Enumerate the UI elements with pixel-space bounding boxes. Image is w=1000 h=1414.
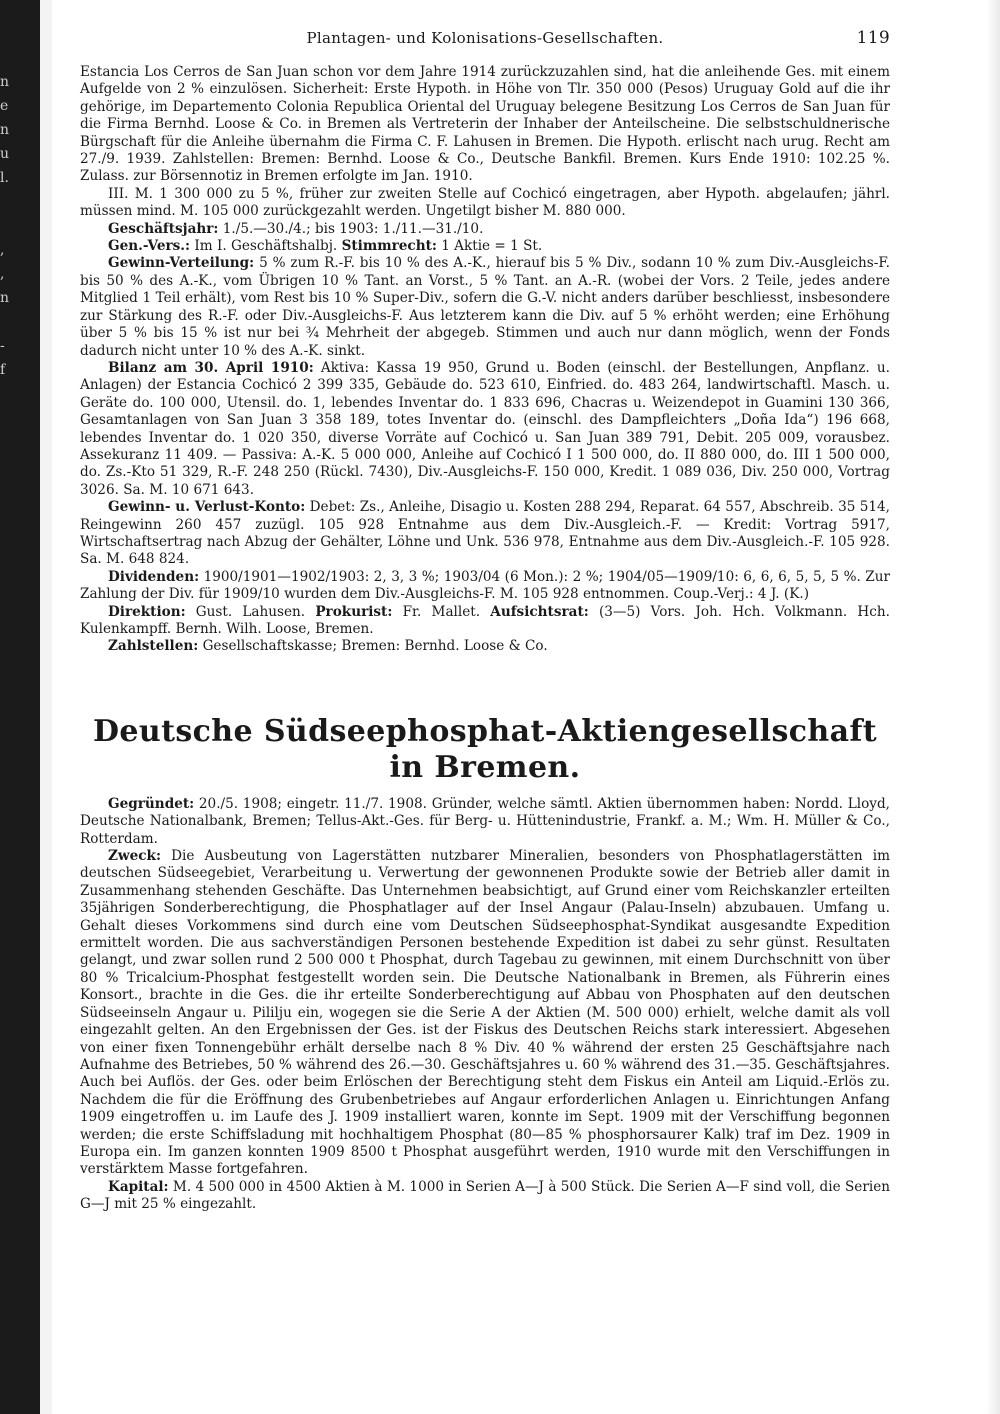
label-zahlstellen: Zahlstellen: xyxy=(108,638,199,655)
label-dividenden: Dividenden: xyxy=(108,568,200,585)
page-number: 119 xyxy=(856,28,890,48)
text-gv-konto: Debet: Zs., Anleihe, Disagio u. Kosten 288 294, Reparat. 64 557, Abschreib. 35 514, Reingewinn 260 457 zuzügl. 105 928 Entnahme aus dem Div.-Ausgleich.-F. — Kredit: Vortrag 5917, Wirtschaftsertrag nach Abzug der Gehälter, Löhne und Unk. 536 978, Entnahme aus dem Div.-Ausgleich.-F. 105 928. Sa. M. 648 824. xyxy=(80,499,890,568)
margin-fragment: , xyxy=(0,242,5,258)
paragraph-geschaeftsjahr xyxy=(80,221,890,238)
label-gegruendet: Gegründet: xyxy=(108,795,195,812)
paragraph-gegruendet xyxy=(80,796,890,848)
text-gegruendet: 20./5. 1908; eingetr. 11./7. 1908. Gründer, welche sämtl. Aktien übernommen haben: Nordd. Lloyd, Deutsche Nationalbank, Bremen; Tellus-Akt.-Ges. für Berg- u. Hüttenindustrie, Frankf. a. M.; Wm. H. Müller & Co., Rotterdam. xyxy=(80,795,890,847)
margin-fragment: n xyxy=(0,74,10,90)
paragraph-bilanz xyxy=(80,360,890,499)
label-stimmrecht: Stimmrecht: xyxy=(341,238,437,255)
label-bilanz: Bilanz am 30. April 1910: xyxy=(108,359,314,376)
margin-fragment: , xyxy=(0,266,5,282)
margin-fragment: f xyxy=(0,362,6,378)
paragraph-intro: Estancia Los Cerros de San Juan schon vor dem Jahre 1914 zurückzuzahlen sind, hat die anleihende Ges. mit einem Aufgelde von 2 % einzulösen. Sicherheit: Erste Hypoth. in Höhe von Tlr. 350 000 (Pesos) Uruguay Gold auf die ihr gehörige, im Departemento Colonia Republica Oriental del Uruguay belegene Besitzung Los Cerros de San Juan für die Firma Bernhd. Loose & Co. in Bremen als Vertreterin der Inhaber der Anteilscheine. Die selbstschuldnerische Bürgschaft für die Anleihe übernahm die Firma C. F. Lahusen in Bremen. Die Hypoth. erlischt nach urug. Recht am 27./9. 1939. Zahlstellen: Bremen: Bernhd. Loose & Co., Deutsche Bankfil. Bremen. Kurs Ende 1910: 102.25 %. Zulass. zur Börsennotiz in Bremen erfolgte im Jan. 1910. xyxy=(80,64,890,185)
margin-fragment xyxy=(0,190,14,214)
paragraph-direktion xyxy=(80,604,890,639)
label-gewinnverteilung: Gewinn-Verteilung: xyxy=(108,255,255,272)
margin-fragment xyxy=(0,310,14,334)
label-kapital: Kapital: xyxy=(108,1178,169,1195)
paragraph-gewinnverteilung xyxy=(80,255,890,359)
margin-fragments xyxy=(0,70,14,382)
label-zweck: Zweck: xyxy=(108,848,161,865)
text-stimmrecht: 1 Aktie = 1 St. xyxy=(441,238,543,255)
margin-fragment: n xyxy=(0,290,10,306)
label-aufsichtsrat: Aufsichtsrat: xyxy=(490,603,589,620)
margin-fragment: n xyxy=(0,122,10,138)
label-gv-konto: Gewinn- u. Verlust-Konto: xyxy=(108,499,306,516)
paragraph-zahlstellen xyxy=(80,638,890,655)
text-dividenden: 1900/1901—1902/1903: 2, 3, 3 %; 1903/04 (6 Mon.): 2 %; 1904/05—1909/10: 6, 6, 6, 5, 5, 5 %. Zur Zahlung der Div. für 1909/10 wurden dem Div.-Ausgleichs-F. M. 105 928 entnommen. Coup.-Verj.: 4 J. (K.) xyxy=(80,568,890,603)
text-direktion: Gust. Lahusen. xyxy=(195,603,306,620)
running-header xyxy=(80,30,890,64)
scan-gutter xyxy=(40,0,52,1414)
running-title: Plantagen- und Kolonisations-Gesellschaften. xyxy=(306,29,664,47)
paragraph-gv-konto xyxy=(80,499,890,569)
text-aufsichtsrat: (3—5) Vors. Joh. Hch. Volkmann. Hch. Kulenkampff. Bernh. Wilh. Loose, Bremen. xyxy=(80,603,890,637)
text-zahlstellen: Gesellschaftskasse; Bremen: Bernhd. Loose & Co. xyxy=(202,638,548,655)
paragraph-anleihe-iii: III. M. 1 300 000 zu 5 %, früher zur zweiten Stelle auf Cochicó eingetragen, aber Hypoth. abgelaufen; jährl. müssen mind. M. 105 000 zurückgezahlt werden. Ungetilgt bisher M. 880 000. xyxy=(80,185,890,220)
paragraph-zweck xyxy=(80,848,890,1179)
margin-fragment: l. xyxy=(0,170,9,186)
company-title: Deutsche Südseephosphat-Aktiengesellschaft in Bremen. xyxy=(92,713,878,785)
text-geschaeftsjahr: 1./5.—30./4.; bis 1903: 1./11.—31./10. xyxy=(222,220,484,237)
label-genvers: Gen.-Vers.: xyxy=(108,238,191,255)
paragraph-kapital xyxy=(80,1179,890,1214)
paragraph-genvers xyxy=(80,238,890,255)
margin-fragment xyxy=(0,214,14,238)
margin-fragment: e xyxy=(0,98,9,114)
text-genvers: Im I. Geschäftshalbj. xyxy=(194,238,338,255)
text-zweck: Die Ausbeutung von Lagerstätten nutzbarer Mineralien, besonders von Phosphatlagerstätten im deutschen Südseegebiet, Verarbeitung u. Verwertung der gewonnenen Produkte sowie der Betrieb aller damit in Zusammenhang stehenden Geschäfte. Das Unternehmen beabsichtigt, auf Grund einer vom Reichskanzler erteilten 35jährigen Sonderberechtigung, die Phosphatlager auf der Insel Angaur (Palau-Inseln) abzubauen. Umfang u. Gehalt dieses Vorkommens sind durch eine vom Deutschen Südseephosphat-Syndikat ausgesandte Expedition ermittelt worden. Die aus sachverständigen Personen bestehende Expedition ist dabei zu sehr günst. Resultaten gelangt, und zwar sollen rund 2 500 000 t Phosphat, durch Tagebau zu gewinnen, mit einem Durchschnitt von über 80 % Tricalcium-Phosphat festgestellt worden sein. Die Deutsche Nationalbank in Bremen, als Führerin eines Konsort., brachte in die Ges. die ihr erteilte Sonderberechtigung auf Abbau von Phosphaten auf den deutschen Südseeinseln Angaur u. Pililju ein, wogegen sie die Serie A der Aktien (M. 500 000) erhielt, welche damit als voll eingezahlt gelten. An den Ergebnissen der Ges. ist der Fiskus des Deutschen Reichs stark interessiert. Abgesehen von einer fixen Tonnengebühr erhält derselbe nach 8 % Div. 40 % während der ersten 25 Geschäftsjahre nach Aufnahme des Betriebes, 50 % während des 26.—30. Geschäftsjahres u. 60 % während des 31.—35. Geschäftsjahres. Auch bei Auflös. der Ges. oder beim Erlöschen der Berechtigung steht dem Fiskus ein Anteil am Liquid.-Erlös zu. Nachdem die für die Eröffnung des Grubenbetriebes auf Angaur erforderlichen Anlagen u. Einrichtungen Anfang 1909 eingetroffen u. im Laufe des J. 1909 installiert waren, konnte im Sept. 1909 mit der Verschiffung begonnen werden; die erste Schiffsladung mit hochhaltigem Phosphat (80—85 % phosphorsaurer Kalk) traf im Dez. 1909 in Europa ein. Im ganzen konnten 1909 8500 t Phosphat ausgeführt werden, 1910 wurde mit den Verschiffungen in verstärktem Masse fortgefahren. xyxy=(80,848,890,1178)
label-geschaeftsjahr: Geschäftsjahr: xyxy=(108,220,219,237)
text-kapital: M. 4 500 000 in 4500 Aktien à M. 1000 in Serien A—J à 500 Stück. Die Serien A—F sind voll, die Serien G—J mit 25 % eingezahlt. xyxy=(80,1178,890,1213)
label-prokurist: Prokurist: xyxy=(315,603,393,620)
text-gewinnverteilung: 5 % zum R.-F. bis 10 % des A.-K., hierauf bis 5 % Div., sodann 10 % zum Div.-Ausgleichs-F. bis 50 % des A.-K., vom Übrigen 10 % Tant. an Vorst., 5 % Tant. an A.-R. (wobei der Vors. 2 Teile, jedes andere Mitglied 1 Teil erhält), vom Rest bis 10 % Super-Div., sofern die G.-V. nicht anders darüber beschliesst, insbesondere zur Stärkung des R.-F. oder Div.-Ausgleichs-F. Aus letzterem kann die Div. auf 5 % erhöht werden; eine Erhöhung über 5 % bis 15 % ist nur bei ¾ Mehrheit der abgegeb. Stimmen und auch nur dann möglich, wenn der Fonds dadurch nicht unter 10 % des A.-K. sinkt. xyxy=(80,255,890,359)
label-direktion: Direktion: xyxy=(108,603,186,620)
scan-right-edge xyxy=(986,0,1000,1414)
text-bilanz: Aktiva: Kassa 19 950, Grund u. Boden (einschl. der Bestellungen, Anpflanz. u. Anlagen) der Estancia Cochicó 2 399 335, Gebäude do. 523 610, Einfried. do. 483 264, landwirtschaftl. Masch. u. Geräte do. 100 000, Utensil. do. 1, lebendes Inventar do. 1 833 696, Chacras u. Weizendepot in Guamini 130 366, Gesamtanlagen von San Juan 3 358 189, totes Inventar do. (einschl. des Dampfleichters „Doña Ida“) 196 668, lebendes Inventar do. 1 020 350, diverse Vorräte auf Cochicó u. San Juan 389 791, Debit. 205 009, vorausbez. Assekuranz 11 409. — Passiva: A.-K. 5 000 000, Anleihe auf Cochicó I 1 500 000, do. II 880 000, do. III 1 500 000, do. Zs.-Kto 51 329, R.-F. 248 250 (Rückl. 7430), Div.-Ausgleichs-F. 150 000, Kredit. 1 089 036, Div. 250 000, Vortrag 3026. Sa. M. 10 671 643. xyxy=(80,359,890,498)
margin-fragment: - xyxy=(0,338,5,354)
page-content xyxy=(80,30,890,1214)
text-prokurist: Fr. Mallet. xyxy=(402,603,481,620)
margin-fragment: u xyxy=(0,146,10,162)
paragraph-dividenden xyxy=(80,569,890,604)
